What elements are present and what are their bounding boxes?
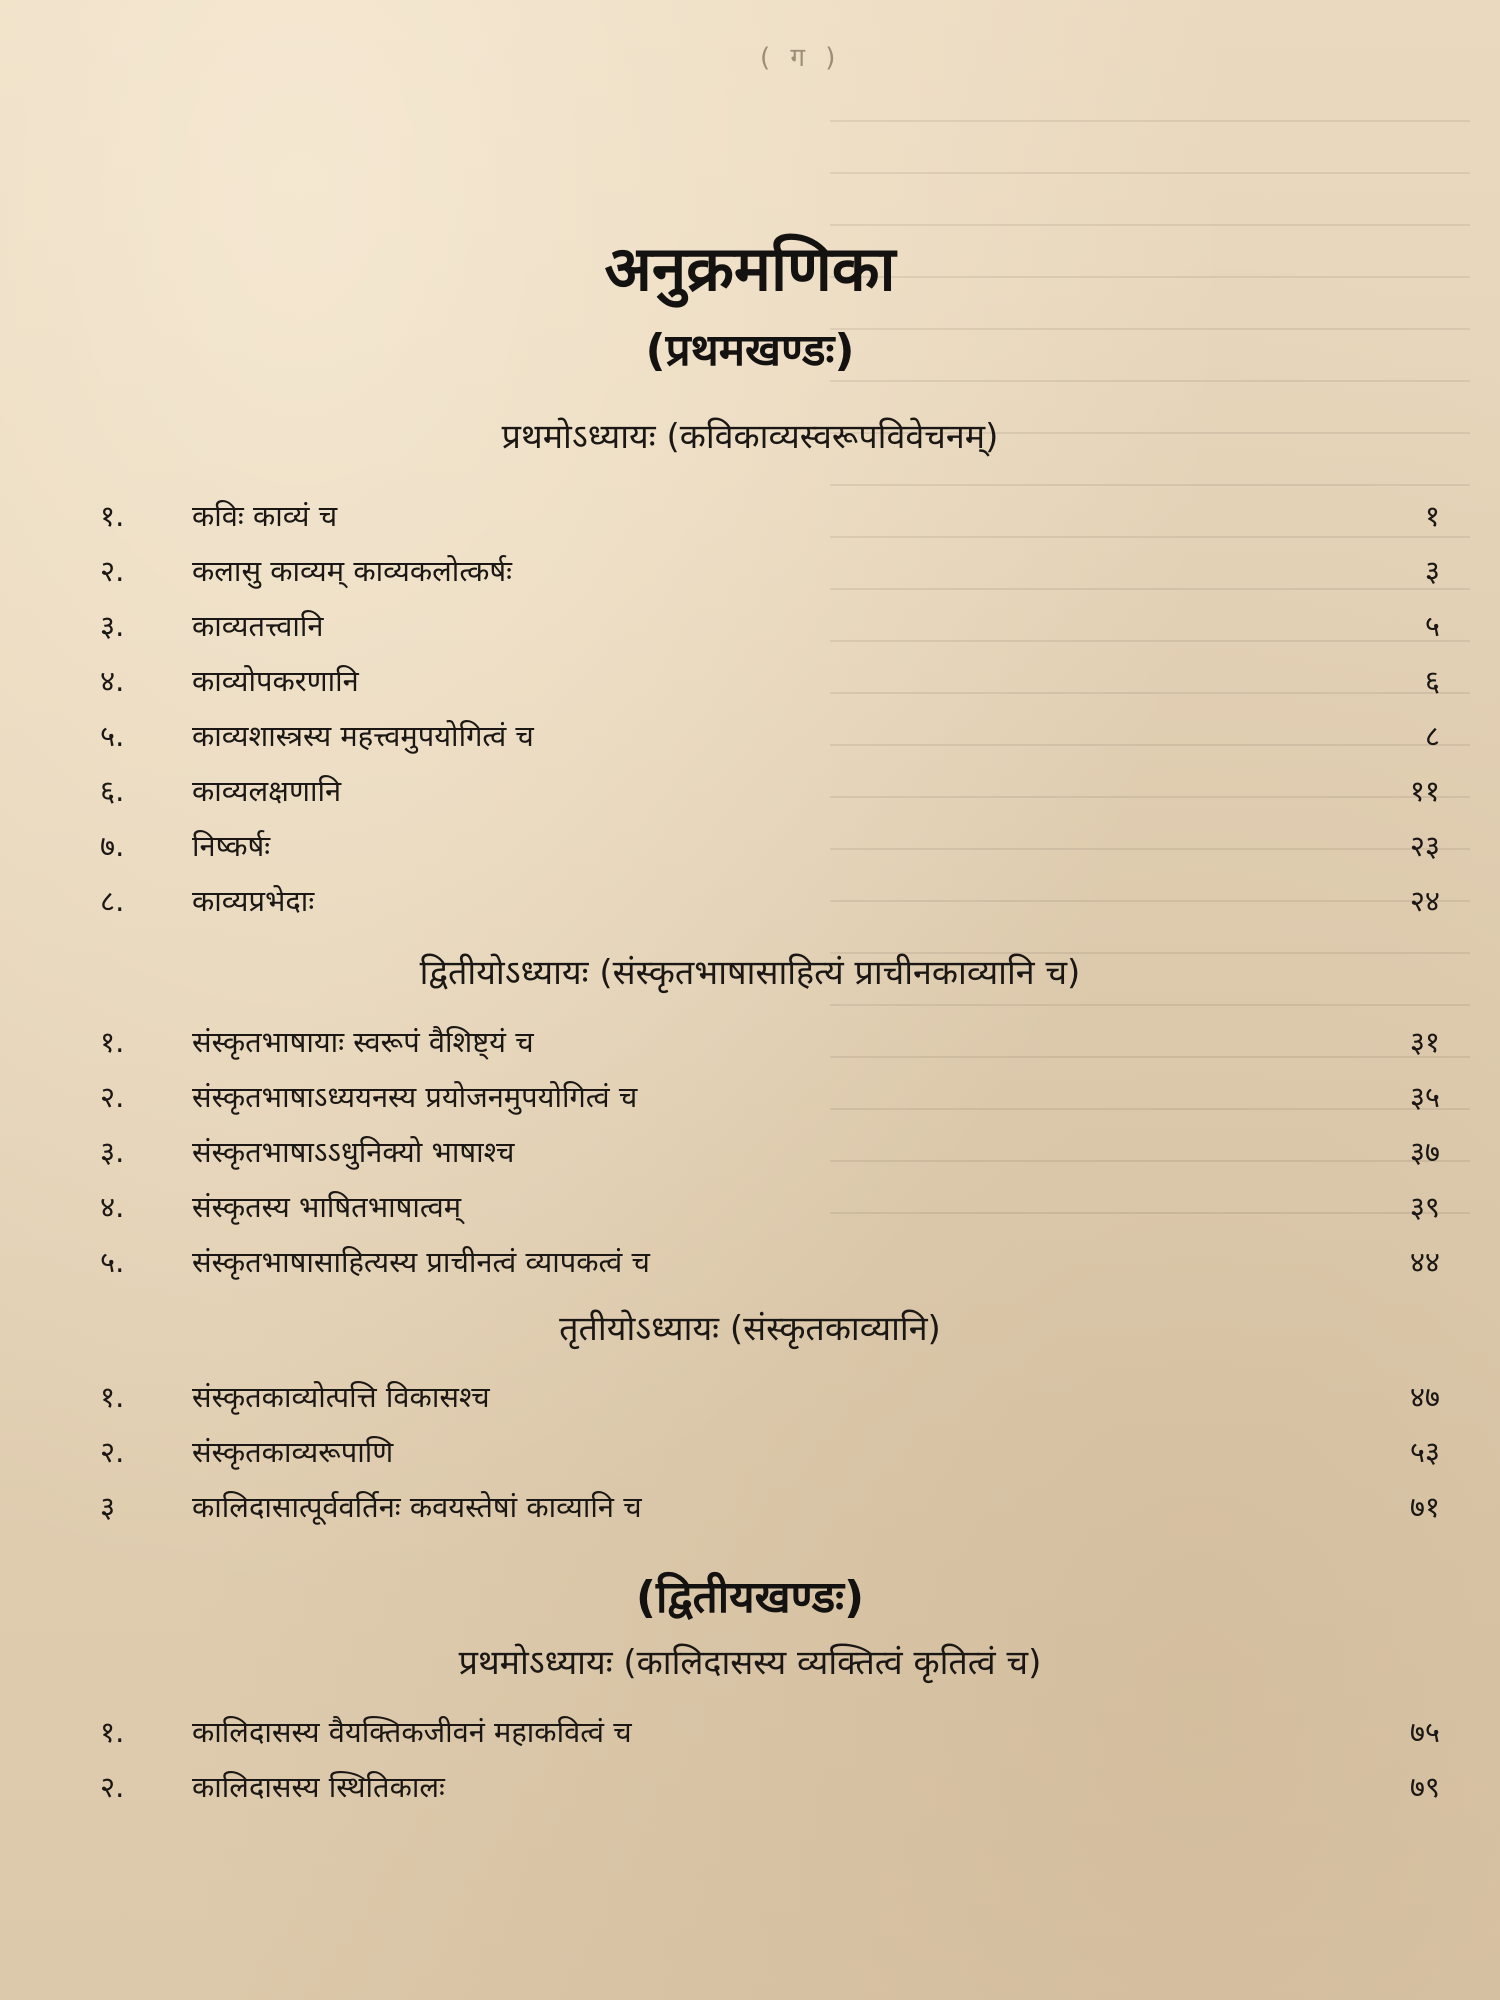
entry-number: ८. — [100, 884, 125, 918]
entry-page: ७५ — [1409, 1715, 1440, 1749]
entry-page: ७९ — [1409, 1770, 1440, 1804]
entry-number: ३. — [100, 1135, 125, 1169]
toc-entry — [100, 1377, 1440, 1427]
entry-number: २. — [100, 554, 125, 588]
entry-number: ४. — [100, 1190, 125, 1224]
entry-title: कालिदासस्य वैयक्तिकजीवनं महाकवित्वं च — [192, 1715, 632, 1749]
entry-page: ८ — [1424, 719, 1440, 753]
entry-page: ३९ — [1409, 1190, 1440, 1224]
entry-number: १. — [100, 1380, 125, 1414]
toc-entry — [100, 606, 1440, 656]
toc-entry — [100, 826, 1440, 876]
entry-page: २४ — [1409, 884, 1440, 918]
part-heading: (प्रथमखण्डः) — [645, 325, 855, 376]
entry-number: १. — [100, 499, 125, 533]
toc-entry — [100, 716, 1440, 766]
entry-page: ४७ — [1409, 1380, 1440, 1414]
entry-title: संस्कृतभाषाऽऽधुनिक्यो भाषाश्च — [192, 1135, 515, 1169]
entry-page: १ — [1424, 499, 1440, 533]
entry-number: ३ — [100, 1490, 116, 1524]
entry-page: ६ — [1424, 664, 1440, 698]
toc-entry — [100, 1132, 1440, 1182]
toc-entry — [100, 1242, 1440, 1292]
entry-number: २. — [100, 1080, 125, 1114]
entry-title: काव्यलक्षणानि — [192, 774, 342, 808]
entry-page: ११ — [1409, 774, 1440, 808]
entry-page: ४४ — [1409, 1245, 1440, 1279]
part-heading: (द्वितीयखण्डः) — [635, 1572, 865, 1623]
toc-entry — [100, 551, 1440, 601]
entry-title: संस्कृतभाषासाहित्यस्य प्राचीनत्वं व्यापकत्वं च — [192, 1245, 650, 1279]
entry-page: ३७ — [1409, 1135, 1440, 1169]
entry-title: कालिदासस्य स्थितिकालः — [192, 1770, 445, 1804]
chapter-heading: प्रथमोऽध्यायः (कविकाव्यस्वरूपविवेचनम्) — [501, 417, 999, 457]
page-number: ( ग ) — [760, 43, 842, 73]
entry-title: कालिदासात्पूर्ववर्तिनः कवयस्तेषां काव्यानि च — [192, 1490, 642, 1524]
chapter-heading: प्रथमोऽध्यायः (कालिदासस्य व्यक्तित्वं कृतित्वं च) — [458, 1643, 1042, 1683]
entry-title: काव्यप्रभेदाः — [192, 884, 315, 918]
entry-number: ७. — [100, 829, 125, 863]
entry-title: कविः काव्यं च — [192, 499, 338, 533]
entry-page: ३५ — [1409, 1080, 1440, 1114]
toc-entry — [100, 1767, 1440, 1817]
entry-page: ५३ — [1409, 1435, 1440, 1469]
toc-entry — [100, 496, 1440, 546]
chapter-heading: द्वितीयोऽध्यायः (संस्कृतभाषासाहित्यं प्राचीनकाव्यानि च) — [419, 953, 1081, 993]
entry-number: २. — [100, 1770, 125, 1804]
entry-title: संस्कृतस्य भाषितभाषात्वम् — [192, 1190, 462, 1224]
toc-entry — [100, 1487, 1440, 1537]
toc-entry — [100, 1187, 1440, 1237]
toc-entry — [100, 1077, 1440, 1127]
toc-entry — [100, 881, 1440, 931]
entry-title: काव्यतत्त्वानि — [192, 609, 324, 643]
toc-entry — [100, 1022, 1440, 1072]
toc-entry — [100, 661, 1440, 711]
entry-page: ३ — [1424, 554, 1440, 588]
entry-title: काव्योपकरणानि — [192, 664, 359, 698]
entry-title: काव्यशास्त्रस्य महत्त्वमुपयोगित्वं च — [192, 719, 534, 753]
page-title: अनुक्रमणिका — [604, 232, 896, 305]
toc-entry — [100, 1432, 1440, 1482]
entry-title: संस्कृतभाषाऽध्ययनस्य प्रयोजनमुपयोगित्वं च — [192, 1080, 638, 1114]
entry-page: ७१ — [1409, 1490, 1440, 1524]
entry-page: २३ — [1409, 829, 1440, 863]
toc-entry — [100, 771, 1440, 821]
entry-page: ३१ — [1409, 1025, 1440, 1059]
entry-number: ५. — [100, 719, 125, 753]
entry-number: ५. — [100, 1245, 125, 1279]
toc-entry — [100, 1712, 1440, 1762]
entry-number: २. — [100, 1435, 125, 1469]
entry-page: ५ — [1424, 609, 1440, 643]
entry-number: ३. — [100, 609, 125, 643]
entry-title: निष्कर्षः — [192, 829, 271, 863]
entry-number: १. — [100, 1025, 125, 1059]
entry-number: १. — [100, 1715, 125, 1749]
entry-title: कलासु काव्यम् काव्यकलोत्कर्षः — [192, 554, 513, 588]
entry-title: संस्कृतकाव्यरूपाणि — [192, 1435, 394, 1469]
entry-number: ६. — [100, 774, 125, 808]
entry-number: ४. — [100, 664, 125, 698]
entry-title: संस्कृतकाव्योत्पत्ति विकासश्च — [192, 1380, 490, 1414]
entry-title: संस्कृतभाषायाः स्वरूपं वैशिष्ट्यं च — [192, 1025, 534, 1059]
chapter-heading: तृतीयोऽध्यायः (संस्कृतकाव्यानि) — [559, 1309, 941, 1349]
